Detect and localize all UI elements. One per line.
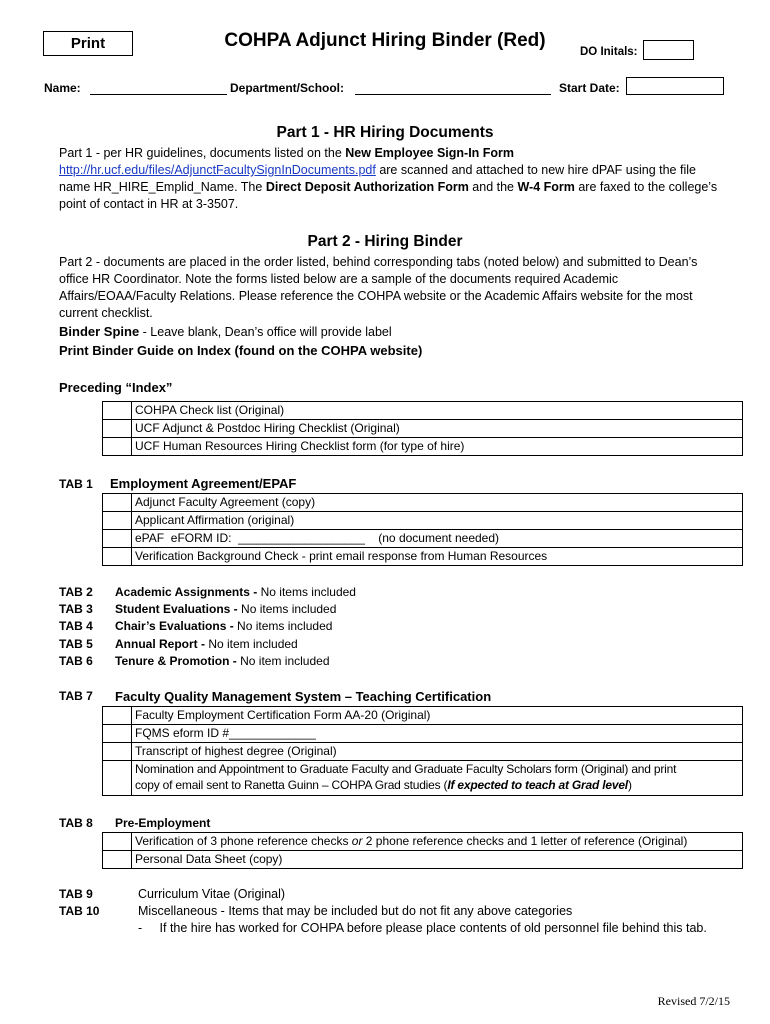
binder-spine-note [59, 323, 724, 341]
part1-text: point of contact in HR at 3-3507. [59, 197, 239, 211]
part2-paragraph [59, 254, 724, 322]
tab7-title: Faculty Quality Management System – Teaching Certification [115, 689, 492, 704]
direct-deposit-form-name: Direct Deposit Authorization Form [265, 180, 469, 194]
list-item: UCF Human Resources Hiring Checklist form (for type of hire) [132, 438, 743, 456]
table-row [103, 438, 743, 456]
list-item: UCF Adjunct & Postdoc Hiring Checklist (Original) [132, 420, 743, 438]
tab6-entry [115, 654, 330, 668]
list-item-text: ) [627, 778, 632, 792]
checkbox-cell[interactable] [103, 548, 132, 566]
tab5-label: TAB 5 [59, 637, 93, 651]
table-row [103, 851, 743, 869]
binder-spine-text: - Leave blank, Dean’s office will provide label [139, 325, 392, 339]
tab3-title: Student Evaluations - [115, 602, 238, 616]
tab7-table [102, 706, 743, 796]
table-row [103, 530, 743, 548]
tab1-title: Employment Agreement/EPAF [110, 476, 297, 491]
do-initials-field[interactable] [643, 40, 694, 60]
list-item [132, 833, 743, 851]
print-button[interactable]: Print [43, 31, 133, 56]
tab4-note: No items included [233, 619, 333, 633]
checkbox-cell[interactable] [103, 761, 132, 796]
tab5-entry [115, 637, 298, 651]
revised-date: Revised 7/2/15 [657, 994, 730, 1008]
tab2-title: Academic Assignments - [115, 585, 258, 599]
tab10-bullet: - If the hire has worked for COHPA before please place contents of old personnel file behind this tab. [138, 921, 707, 935]
tab10-label: TAB 10 [59, 904, 100, 918]
list-item: Personal Data Sheet (copy) [132, 851, 743, 869]
table-row [103, 761, 743, 796]
part1-form-name: New Employee Sign-In Form [345, 146, 515, 160]
part1-text: are scanned and attached to new hire dPAF using the file [375, 163, 696, 177]
list-item: Transcript of highest degree (Original) [132, 743, 743, 761]
index-table [102, 401, 743, 456]
table-row [103, 420, 743, 438]
checkbox-cell[interactable] [103, 743, 132, 761]
department-field[interactable] [355, 81, 551, 95]
department-label: Department/School: [230, 81, 345, 95]
table-row [103, 548, 743, 566]
sign-in-documents-link[interactable]: http://hr.ucf.edu/files/AdjunctFacultySignInDocuments.pdf [59, 163, 376, 177]
part1-text: Part 1 - per HR guidelines, documents listed on the [59, 146, 346, 160]
tab6-title: Tenure & Promotion - [115, 654, 237, 668]
tab4-label: TAB 4 [59, 619, 93, 633]
tab8-title: Pre-Employment [115, 816, 211, 830]
tab1-label: TAB 1 [59, 477, 93, 491]
checkbox-cell[interactable] [103, 707, 132, 725]
tab9-label: TAB 9 [59, 887, 93, 901]
table-row [103, 725, 743, 743]
table-row [103, 402, 743, 420]
name-label: Name: [44, 81, 81, 95]
table-row [103, 707, 743, 725]
list-item: Verification Background Check - print email response from Human Resources [132, 548, 743, 566]
checkbox-cell[interactable] [103, 420, 132, 438]
list-item [132, 761, 743, 796]
part1-text: name HR_HIRE_Emplid_Name. The [59, 180, 266, 194]
tab10-text: Miscellaneous - Items that may be included but do not fit any above categories [138, 904, 573, 918]
list-item: FQMS eform ID #_____________ [132, 725, 743, 743]
page-title: COHPA Adjunct Hiring Binder (Red) [224, 30, 546, 51]
tab6-label: TAB 6 [59, 654, 93, 668]
checkbox-cell[interactable] [103, 833, 132, 851]
list-item-text: Verification of 3 phone reference checks [135, 834, 352, 848]
tab5-title: Annual Report - [115, 637, 205, 651]
part1-text: and the [468, 180, 518, 194]
list-item-line [135, 777, 742, 793]
part2-text: Affairs/EOAA/Faculty Relations. Please reference the COHPA website or the Academic Affairs website for the most [59, 289, 693, 303]
part2-text: office HR Coordinator. Note the forms listed below are a sample of the documents required Academic [59, 272, 619, 286]
list-item-text: or [351, 834, 363, 848]
table-row [103, 494, 743, 512]
table-row [103, 743, 743, 761]
start-date-label: Start Date: [559, 81, 620, 95]
tab2-note: No items included [257, 585, 356, 599]
index-heading: Preceding “Index” [59, 380, 173, 395]
tab3-label: TAB 3 [59, 602, 93, 616]
do-initials-label: DO Initals: [580, 46, 638, 58]
tab9-text: Curriculum Vitae (Original) [138, 887, 286, 901]
grad-level-note: If expected to teach at Grad level [447, 778, 628, 792]
list-item: Applicant Affirmation (original) [132, 512, 743, 530]
list-item-line: Nomination and Appointment to Graduate Faculty and Graduate Faculty Scholars form (Original) and print [135, 762, 677, 776]
tab5-note: No item included [205, 637, 298, 651]
checkbox-cell[interactable] [103, 725, 132, 743]
part1-heading: Part 1 - HR Hiring Documents [276, 124, 494, 141]
list-item-text: copy of email sent to Ranetta Guinn – COHPA Grad studies ( [135, 778, 448, 792]
tab2-entry [115, 585, 356, 599]
part2-heading: Part 2 - Hiring Binder [307, 233, 463, 250]
tab6-note: No item included [236, 654, 330, 668]
list-item: Faculty Employment Certification Form AA-20 (Original) [132, 707, 743, 725]
part1-text: are faxed to the college’s [574, 180, 718, 194]
w4-form-name: W-4 Form [517, 180, 575, 194]
tab2-label: TAB 2 [59, 585, 93, 599]
checkbox-cell[interactable] [103, 438, 132, 456]
print-guide-note: Print Binder Guide on Index (found on the COHPA website) [59, 343, 423, 358]
tab3-note: No items included [237, 602, 337, 616]
checkbox-cell[interactable] [103, 402, 132, 420]
part2-text: Part 2 - documents are placed in the order listed, behind corresponding tabs (noted below) and submitted to Dean’s [59, 255, 698, 269]
tab8-label: TAB 8 [59, 816, 93, 830]
checkbox-cell[interactable] [103, 851, 132, 869]
tab4-entry [115, 619, 332, 633]
tab4-title: Chair’s Evaluations - [115, 619, 234, 633]
part1-paragraph [59, 145, 724, 213]
checkbox-cell[interactable] [103, 530, 132, 548]
list-item: COHPA Check list (Original) [132, 402, 743, 420]
list-item: ePAF eFORM ID: ___________________ (no document needed) [132, 530, 743, 548]
list-item-text: 2 phone reference checks and 1 letter of reference (Original) [362, 834, 688, 848]
tab7-label: TAB 7 [59, 689, 93, 703]
table-row [103, 833, 743, 851]
table-row [103, 512, 743, 530]
start-date-field[interactable] [626, 77, 724, 95]
checkbox-cell[interactable] [103, 494, 132, 512]
tab3-entry [115, 602, 336, 616]
checkbox-cell[interactable] [103, 512, 132, 530]
binder-spine-label: Binder Spine [59, 324, 140, 339]
list-item: Adjunct Faculty Agreement (copy) [132, 494, 743, 512]
tab1-table [102, 493, 743, 566]
name-field[interactable] [90, 81, 227, 95]
part2-text: current checklist. [59, 306, 153, 320]
tab8-table [102, 832, 743, 869]
